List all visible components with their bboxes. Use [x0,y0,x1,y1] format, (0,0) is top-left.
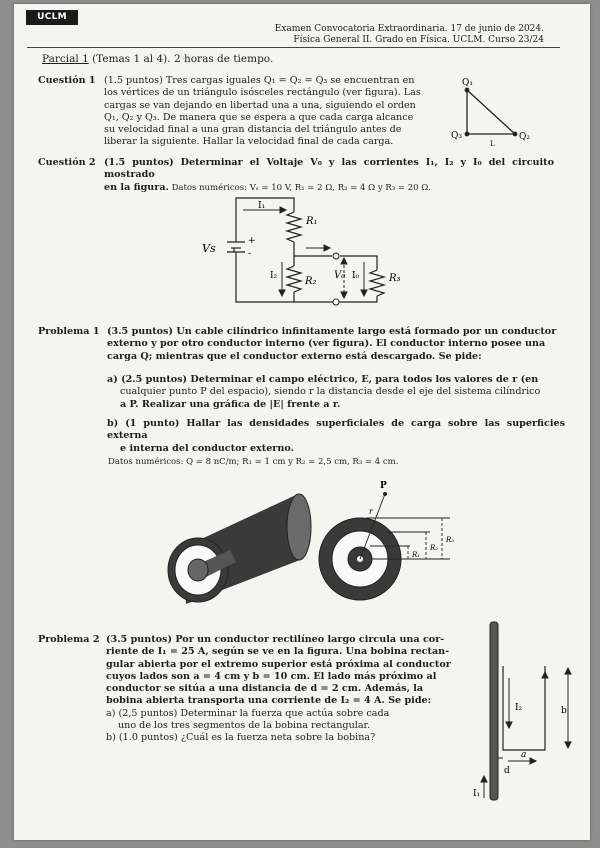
label-r1: R₁ [412,551,421,559]
coil-figure [470,618,580,808]
p1-text: (3.5 puntos) Un cable cilíndrico infinitamente largo está formado por un conductor externo y por otro conductor interno (ver figura). El conductor interno posee una carga Q; mientras que el conductor externo está descargado. Se pide: [107,326,557,362]
label-q3: Q₃ [451,131,462,141]
p2-label: Problema 2 [38,634,100,645]
label-d: d [504,766,510,776]
charge-q3 [465,132,470,137]
p1-label: Problema 1 [38,326,100,337]
charge-q2 [513,132,518,137]
p1-part-a: a) (2.5 puntos) Determinar el campo eléctrico, E, para todos los valores de r (en cualquier punto P del espacio), siendo r la distancia desde el eje del sistema cilíndrico a P. Realizar una gráfica de |E| frente a r. [107,374,541,410]
label-i2: I₂ [270,271,278,281]
label-a: a [521,750,527,760]
cylinder-perspective [168,494,311,604]
exam-header [200,24,544,46]
q2-text: (1.5 puntos) Determinar el Voltaje V₀ y las corrientes I₁, I₂ y I₀ del circuito mostrado en la figura. Datos numéricos: Vₛ = 10 V, R₁ = 2 Ω, R₂ = 4 Ω y R₃ = 20 Ω. [104,157,554,193]
label-i0: I₀ [352,271,360,281]
cross-section [319,481,454,600]
triangle-figure [448,76,538,150]
label-q2: Q₂ [519,132,530,142]
label-i2: I₂ [515,703,523,713]
label-vs: Vs [202,242,216,255]
charge-q1 [465,88,470,93]
q1-label: Cuestión 1 [38,75,96,86]
label-b: b [561,706,567,716]
label-r3: R₃ [389,273,401,284]
label-r2: R₂ [305,276,317,287]
header-line-2: Física General II. Grado en Física. UCLM. Curso 23/24 [293,35,544,45]
label-plus: + [248,236,256,246]
parcial-heading: Parcial 1 (Temas 1 al 4). 2 horas de tiempo. [42,53,274,65]
p1-part-b: b) (1 punto) Hallar las densidades superficiales de carga sobre las superficies externa e interna del conductor externo. [107,418,565,454]
label-i1: I₁ [258,201,266,211]
long-conductor [490,622,498,800]
label-v0: V₀ [334,270,346,281]
p2-text: (3.5 puntos) Por un conductor rectilíneo largo circula una cor- riente de I₁ = 25 A, según se ve en la figura. Una bobina rectan- gular abierta por el extremo superior está próxima al conductor cuyos lados son a = 4 cm y b = 10 cm. El lado más próximo al conductor se sitúa a una distancia de d = 2 cm. Además, la bobina abierta transporta una corriente de I₂ = 4 A. Se pide: a) (2,5 puntos) Determinar la fuerza que actúa sobre cada uno de los tres segmentos de la bobina rectangular. b) (1.0 puntos) ¿Cuál es la fuerza neta sobre la bobina? [106,634,451,744]
q2-label: Cuestión 2 [38,157,96,168]
header-line-1: Examen Convocatoria Extraordinaria. 17 de junio de 2024. [274,24,544,34]
label-i1: I₁ [473,789,481,799]
label-r3: R₃ [446,536,455,544]
header-rule [27,47,560,48]
p1-data: Datos numéricos: Q = 8 nC/m; R₁ = 1 cm y R₂ = 2,5 cm, R₃ = 4 cm. [108,457,399,467]
uclm-logo: UCLM [26,10,78,25]
label-r1: R₁ [306,216,318,227]
circuit-figure [196,190,426,308]
label-q1: Q₁ [462,78,473,88]
q1-text: (1.5 puntos) Tres cargas iguales Q₁ = Q₂ = Q₃ se encuentran en los vértices de un triángulo isósceles rectángulo (ver figura). Las cargas se van dejando en libertad una a una, siguiendo el orden Q₁, Q₂ y Q₃. De manera que se espera a que cada carga alcance su velocidad final a una gran distancia del triángulo antes de liberar la siguiente. Hallar la velocidad final de cada carga. [104,75,421,148]
label-p: P [380,481,387,491]
label-minus: - [248,249,252,259]
cable-figure [160,480,475,605]
label-r: r [369,507,373,516]
label-side-l: L [490,140,495,148]
label-r2: R₂ [430,544,439,552]
